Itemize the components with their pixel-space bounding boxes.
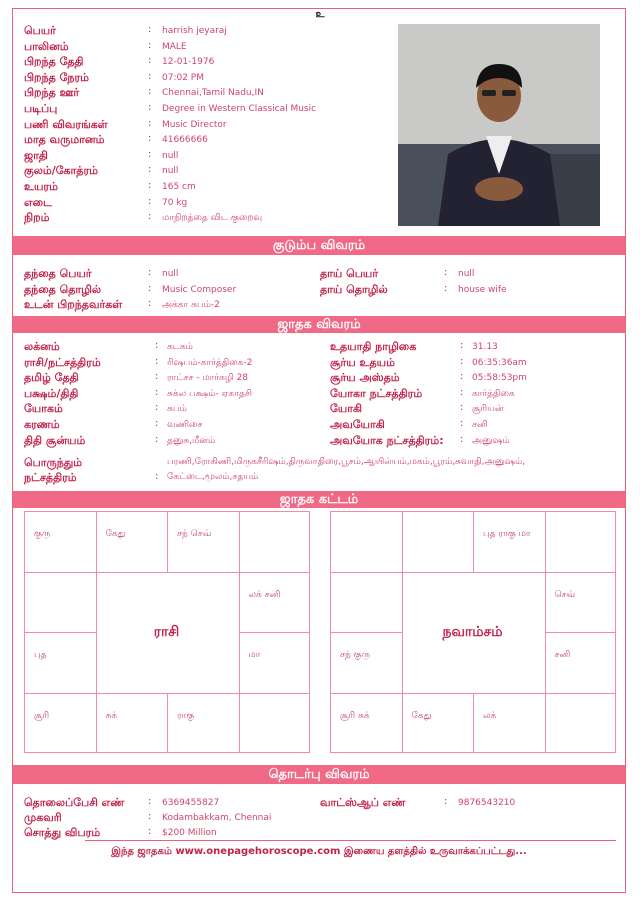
personal-label: பிறந்த ஊர் <box>24 86 80 100</box>
jathagam-left-label: லக்னம் <box>24 340 60 353</box>
colon: : <box>148 796 152 807</box>
chart-gridline <box>24 632 96 633</box>
chart-gridline <box>167 511 168 572</box>
father-name-value: null <box>162 269 179 279</box>
jathagam-right-value: 06:35:36am <box>472 357 527 368</box>
jathagam-left-label: பக்ஷம்/திதி <box>24 386 79 400</box>
jathagam-left-label: ராசி/நட்சத்திரம் <box>24 355 101 369</box>
phone-label: தொலைப்பேசி எண் <box>24 796 125 809</box>
phone-value: 6369455827 <box>162 798 220 808</box>
chart-gridline <box>330 572 616 573</box>
whatsapp-value: 9876543210 <box>458 798 516 808</box>
chart-gridline <box>167 693 168 754</box>
personal-value: 41666666 <box>162 135 208 146</box>
colon: : <box>148 211 152 223</box>
colon: : <box>148 102 152 113</box>
family-section-header: குடும்ப விவரம் <box>13 236 625 255</box>
rasi-cell: சூரி <box>34 710 50 721</box>
rasi-cell: குரு <box>34 529 51 539</box>
jathagam-right-label: அவயோகி <box>330 418 385 431</box>
colon: : <box>148 86 152 98</box>
personal-value: 07:02 PM <box>162 72 204 83</box>
colon: : <box>460 386 464 398</box>
footer-divider <box>85 840 616 841</box>
colon: : <box>155 386 159 398</box>
assets-value: $200 Million <box>162 828 217 838</box>
jathagam-right-label: சூர்ய உதயம் <box>330 355 395 369</box>
colon: : <box>148 283 152 294</box>
jathagam-right-value: 05:58:53pm <box>472 373 527 384</box>
personal-label: பெயர் <box>24 24 56 37</box>
matching-stars-line-2: கேட்டை,மூலம்,சதயம் <box>167 472 259 482</box>
mother-job-label: தாய் தொழில் <box>320 283 388 296</box>
colon: : <box>460 402 464 414</box>
colon: : <box>148 811 152 822</box>
colon: : <box>460 418 464 429</box>
jathagam-right-value: சனி <box>472 420 488 430</box>
personal-value: null <box>162 166 179 177</box>
mother-job-value: house wife <box>458 285 507 295</box>
personal-label: பணி விவரங்கள் <box>24 117 108 131</box>
colon: : <box>148 148 152 160</box>
siblings-label: உடன் பிறந்தவர்கள் <box>24 298 123 311</box>
navamsam-cell: கேது <box>411 710 432 721</box>
jathagam-left-value: தனுசு,மீனம் <box>167 435 216 446</box>
chart-gridline <box>473 511 474 572</box>
colon: : <box>460 371 464 383</box>
chart-gridline <box>473 693 474 754</box>
jathagam-right-value: அனுஷம் <box>472 435 510 446</box>
assets-label: சொத்து விபரம் <box>24 826 101 839</box>
personal-label: உயரம் <box>24 180 58 193</box>
rasi-cell: புத <box>34 650 47 660</box>
colon: : <box>148 180 152 191</box>
chart-gridline <box>24 572 310 573</box>
colon: : <box>444 283 448 294</box>
colon: : <box>148 70 152 82</box>
jathagam-right-value: கார்த்திகை <box>472 388 515 399</box>
personal-value: மாநிறத்தை விட குறைவு <box>162 213 263 224</box>
rasi-cell: சுக் <box>105 710 118 721</box>
colon: : <box>148 117 152 129</box>
jathagam-left-value: சுக்ல பக்ஷம்- ஏகாதசி <box>167 388 252 399</box>
personal-label: குலம்/கோத்ரம் <box>24 164 99 178</box>
jathagam-left-label: தமிழ் தேதி <box>24 371 79 385</box>
colon: : <box>444 796 448 807</box>
jathagam-left-value: வணிசை <box>167 420 203 430</box>
jathagam-right-label: அவயோக நட்சத்திரம்: <box>330 433 444 447</box>
siblings-value: அக்கா சுபம்-2 <box>162 300 220 310</box>
father-name-label: தந்தை பெயர் <box>24 267 92 280</box>
jathagam-left-value: சுபம் <box>167 404 187 415</box>
navamsam-cell: சனி <box>554 650 571 660</box>
jathagam-left-label: திதி சூன்யம் <box>24 433 86 447</box>
jathagam-left-label: கரணம் <box>24 418 60 431</box>
address-value: Kodambakkam, Chennai <box>162 813 272 823</box>
colon: : <box>148 195 152 207</box>
chart-gridline <box>545 511 546 753</box>
whatsapp-label: வாட்ஸ்ஆப் எண் <box>320 796 406 809</box>
jathagam-right-label: யோகா நட்சத்திரம் <box>330 386 423 400</box>
navamsam-cell: சூரி சுக் <box>340 710 370 721</box>
kattam-section-header: ஜாதக கட்டம் <box>13 491 625 508</box>
personal-value: Music Director <box>162 119 227 130</box>
navamsam-cell: லக் <box>483 710 497 721</box>
rasi-cell: ராகு <box>177 710 195 721</box>
navamsam-cell: சந் குரு <box>340 650 370 660</box>
colon: : <box>148 164 152 176</box>
colon: : <box>148 267 152 278</box>
om-symbol: உ <box>315 9 325 20</box>
colon: : <box>155 471 159 482</box>
jathagam-left-label: யோகம் <box>24 402 63 416</box>
personal-value: Degree in Western Classical Music <box>162 104 317 114</box>
jathagam-right-value: 31.13 <box>472 342 498 352</box>
jathagam-right-value: சூரியன் <box>472 404 504 415</box>
colon: : <box>148 826 152 837</box>
rasi-cell: மா <box>248 650 261 660</box>
colon: : <box>155 371 159 383</box>
personal-label: மாத வருமானம் <box>24 133 105 147</box>
chart-gridline <box>239 632 311 633</box>
colon: : <box>155 402 159 414</box>
footer-text: இந்த ஜாதகம் www.onepagehoroscope.com இணைய தளத்தில் உருவாக்கப்பட்டது... <box>111 846 527 857</box>
colon: : <box>155 418 159 429</box>
jathagam-left-value: கடகம் <box>167 342 193 352</box>
personal-value: MALE <box>162 41 187 52</box>
navamsam-cell: புத ராகு மா <box>483 529 531 539</box>
personal-label: படிப்பு <box>24 102 58 115</box>
personal-value: 12-01-1976 <box>162 57 215 68</box>
matching-stars-label-2: நட்சத்திரம் <box>24 471 77 484</box>
personal-label: ஜாதி <box>24 148 48 162</box>
colon: : <box>155 340 159 351</box>
matching-stars-label-1: பொருந்தும் <box>24 456 83 469</box>
chart-gridline <box>330 632 402 633</box>
personal-value: harrish jeyaraj <box>162 26 227 36</box>
colon: : <box>148 24 152 35</box>
address-label: முகவரி <box>24 811 62 824</box>
colon: : <box>155 433 159 445</box>
personal-label: பிறந்த தேதி <box>24 55 84 69</box>
colon: : <box>460 340 464 351</box>
jathagam-section-header: ஜாதக விவரம் <box>13 316 625 333</box>
colon: : <box>460 355 464 367</box>
personal-value: 165 cm <box>162 182 196 192</box>
jathagam-right-label: சூர்ய அஸ்தம் <box>330 371 400 385</box>
jathagam-left-value: ராட்சச - மார்கழி 28 <box>167 373 249 384</box>
chart-gridline <box>545 632 617 633</box>
father-job-label: தந்தை தொழில் <box>24 283 102 296</box>
jathagam-right-label: உதயாதி நாழிகை <box>330 340 417 353</box>
personal-value: null <box>162 150 179 161</box>
matching-stars-line-1: பரணி,ரோகிணி,மிருகசீரிஷம்,திருவாதிரை,பூசம்,ஆயில்யம்,மகம்,பூரம்,சுவாதி,அனுஷம், <box>167 457 526 467</box>
chart-gridline <box>239 511 240 753</box>
colon: : <box>444 267 448 278</box>
profile-photo <box>398 24 600 226</box>
mother-name-value: null <box>458 269 475 279</box>
colon: : <box>148 298 152 309</box>
jathagam-right-label: யோகி <box>330 402 363 416</box>
personal-value: Chennai,Tamil Nadu,IN <box>162 88 264 99</box>
rasi-cell: சந் செவ் <box>177 529 212 539</box>
colon: : <box>148 55 152 67</box>
rasi-cell: கேது <box>105 529 126 539</box>
father-job-value: Music Composer <box>162 285 237 295</box>
mother-name-label: தாய் பெயர் <box>320 267 379 280</box>
navamsam-center-label: நவாம்சம் <box>442 624 503 640</box>
personal-label: பிறந்த நேரம் <box>24 70 89 84</box>
contact-section-header: தொடர்பு விவரம் <box>13 765 625 784</box>
personal-label: பாலினம் <box>24 39 69 53</box>
personal-label: நிறம் <box>24 211 50 225</box>
colon: : <box>148 39 152 51</box>
personal-value: 70 kg <box>162 197 188 208</box>
navamsam-cell: செவ் <box>554 589 576 600</box>
rasi-cell: லக் சனி <box>248 589 281 600</box>
person-photo-icon <box>398 24 600 226</box>
rasi-center-label: ராசி <box>153 624 180 640</box>
colon: : <box>460 433 464 445</box>
jathagam-left-value: ரிஷபம்-கார்த்திகை-2 <box>167 357 253 368</box>
personal-label: எடை <box>24 195 52 209</box>
colon: : <box>155 355 159 367</box>
colon: : <box>148 133 152 145</box>
